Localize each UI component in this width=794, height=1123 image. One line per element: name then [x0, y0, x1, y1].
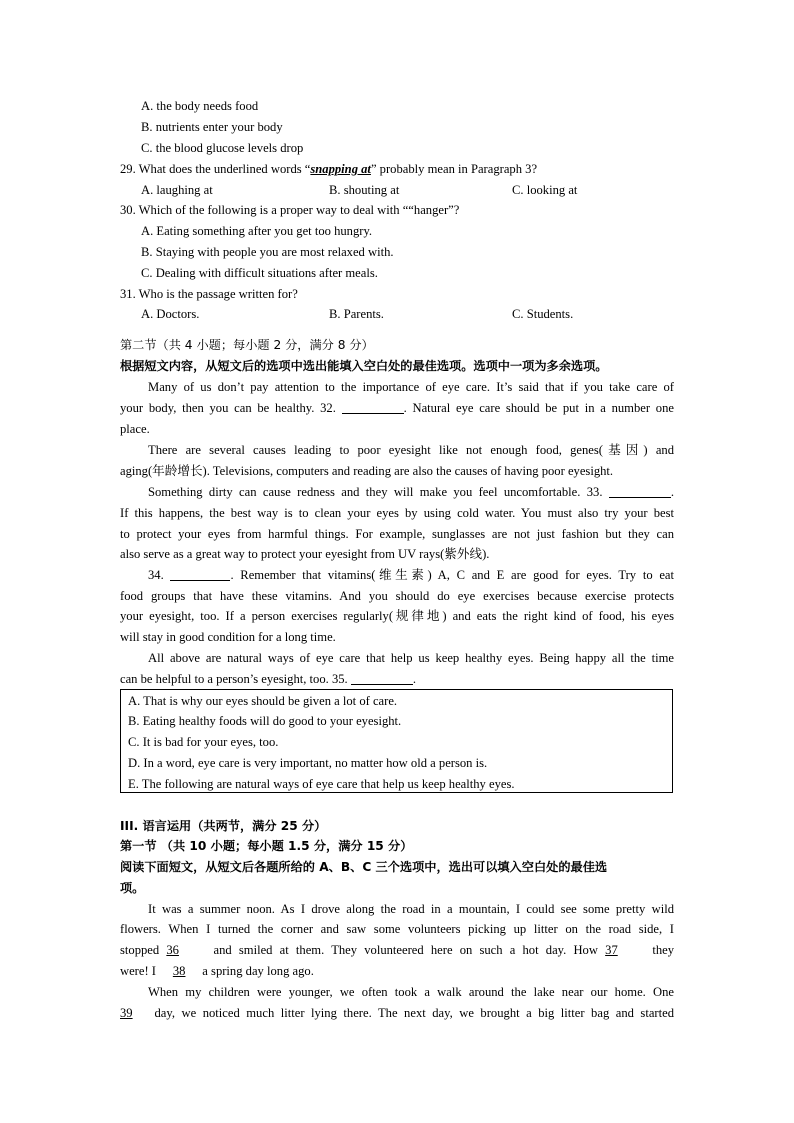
section2-heading: 第二节（共 4 小题；每小题 2 分，满分 8 分） [120, 338, 374, 352]
passage-p3-line1-a: Something dirty can cause redness and they will make you feel uncomfortable. 33. [148, 485, 609, 499]
q30-option-c: C. Dealing with difficult situations after meals. [141, 266, 378, 280]
q31-option-a: A. Doctors. [141, 307, 200, 321]
passage-p2-line1: There are several causes leading to poor eyesight like not enough food, genes(基因) and [148, 443, 674, 457]
cloze-line3-c: they [645, 943, 674, 957]
blank-36: 36 [166, 943, 179, 957]
passage-p5-line1: All above are natural ways of eye care that help us keep healthy eyes. Being happy all the time [148, 651, 674, 665]
cloze-line5: When my children were younger, we often took a walk around the lake near our home. One [148, 985, 674, 999]
passage-p2-line2: aging(年龄增长). Televisions, computers and reading are also the causes of having poor eyesight. [120, 464, 614, 478]
section2-instruction: 根据短文内容，从短文后的选项中选出能填入空白处的最佳选项。选项中一项为多余选项。 [120, 359, 608, 373]
q29-keyword: snapping at [310, 162, 371, 176]
box-option-d: D. In a word, eye care is very important, no matter how old a person is. [128, 756, 488, 770]
blank-35 [351, 672, 413, 685]
q30-option-a: A. Eating something after you get too hungry. [141, 224, 373, 238]
cloze-line4 [120, 963, 314, 979]
cloze-line3-a: stopped [120, 943, 167, 957]
box-option-c: C. It is bad for your eyes, too. [128, 735, 279, 749]
part3-heading: III. 语言运用（共两节，满分 25 分） [120, 819, 327, 833]
cloze-line3-b: and smiled at them. They volunteered here on such a hot day. How [206, 943, 606, 957]
q29-option-a: A. laughing at [141, 183, 213, 197]
passage-p4-line3: your eyesight, too. If a person exercises regularly(规律地) and eats the right kind of food, his eyes [120, 609, 674, 623]
cloze-line4-b: a spring day long ago. [199, 964, 314, 978]
passage-p3-line2: If this happens, the best way is to clean your eyes by using cold water. You must also try your best [120, 506, 674, 520]
passage-p3-line1 [148, 484, 674, 500]
q31-stem: 31. Who is the passage written for? [120, 287, 298, 301]
passage-p1-line2-b: . Natural eye care should be put in a number one [403, 401, 674, 415]
box-option-a: A. That is why our eyes should be given a lot of care. [128, 694, 398, 708]
q28-option-b: B. nutrients enter your body [141, 120, 283, 134]
cloze-line3 [120, 942, 674, 958]
blank-37: 37 [605, 943, 618, 957]
passage-p4-line2: food groups that have these vitamins. And you should do eye exercises because exercise protects [120, 589, 674, 603]
q29-stem-before: 29. What does the underlined words “ [120, 162, 311, 176]
q29-stem [120, 161, 537, 177]
q30-option-b: B. Staying with people you are most relaxed with. [141, 245, 394, 259]
blank-33 [609, 485, 671, 498]
passage-p1-line1: Many of us don’t pay attention to the importance of eye care. It’s said that if you take care of [148, 380, 674, 394]
options-box [120, 689, 673, 793]
passage-p4-line1-b: . Remember that vitamins(维生素) A, C and E are good for eyes. Try to eat [230, 568, 674, 582]
passage-p4-line1-a: 34. [148, 568, 171, 582]
cloze-line1: It was a summer noon. As I drove along the road in a mountain, I could see some pretty wild [148, 902, 674, 916]
passage-p4-line4: will stay in good condition for a long time. [120, 630, 336, 644]
passage-p4-line1 [148, 567, 674, 583]
passage-p5-line2 [120, 671, 416, 687]
passage-p1-line3: place. [120, 422, 150, 436]
part3-instruction-line2: 项。 [120, 881, 145, 895]
passage-p5-line2-a: can be helpful to a person’s eyesight, too. 35. [120, 672, 351, 686]
q29-stem-after: ” probably mean in Paragraph 3? [370, 162, 538, 176]
box-option-e: E. The following are natural ways of eye care that help us keep healthy eyes. [128, 777, 515, 791]
cloze-line2: flowers. When I turned the corner and saw some volunteers picking up litter on the road side, I [120, 922, 674, 936]
cloze-line4-a: were! I [120, 964, 160, 978]
blank-38: 38 [172, 964, 186, 978]
cloze-line6-b: day, we noticed much litter lying there. The next day, we brought a big litter bag and started [148, 1006, 674, 1020]
q31-option-c: C. Students. [512, 307, 574, 321]
q28-option-c: C. the blood glucose levels drop [141, 141, 304, 155]
q30-stem: 30. Which of the following is a proper way to deal with ““hanger”? [120, 203, 460, 217]
part3-instruction-line1: 阅读下面短文，从短文后各题所给的 A、B、C 三个选项中，选出可以填入空白处的最佳选 [120, 860, 608, 874]
box-option-b: B. Eating healthy foods will do good to your eyesight. [128, 714, 402, 728]
passage-p3-line3: to protect your eyes from harmful things. For example, sunglasses are not just fashion but they can [120, 527, 674, 541]
blank-39: 39 [120, 1006, 133, 1020]
cloze-line6 [120, 1005, 674, 1021]
part3-section1-heading: 第一节 （共 10 小题；每小题 1.5 分，满分 15 分） [120, 839, 413, 853]
q31-option-b: B. Parents. [329, 307, 384, 321]
q29-option-b: B. shouting at [329, 183, 400, 197]
blank-34 [170, 568, 230, 581]
passage-p5-line2-b: . [412, 672, 416, 686]
passage-p3-line4: also serve as a great way to protect your eyesight from UV rays(紫外线). [120, 547, 490, 561]
q29-option-c: C. looking at [512, 183, 578, 197]
passage-p3-line1-b: . [670, 485, 674, 499]
passage-p1-line2-a: your body, then you can be healthy. 32. [120, 401, 342, 415]
passage-p1-line2 [120, 400, 674, 416]
blank-32 [342, 401, 404, 414]
q28-option-a: A. the body needs food [141, 99, 259, 113]
